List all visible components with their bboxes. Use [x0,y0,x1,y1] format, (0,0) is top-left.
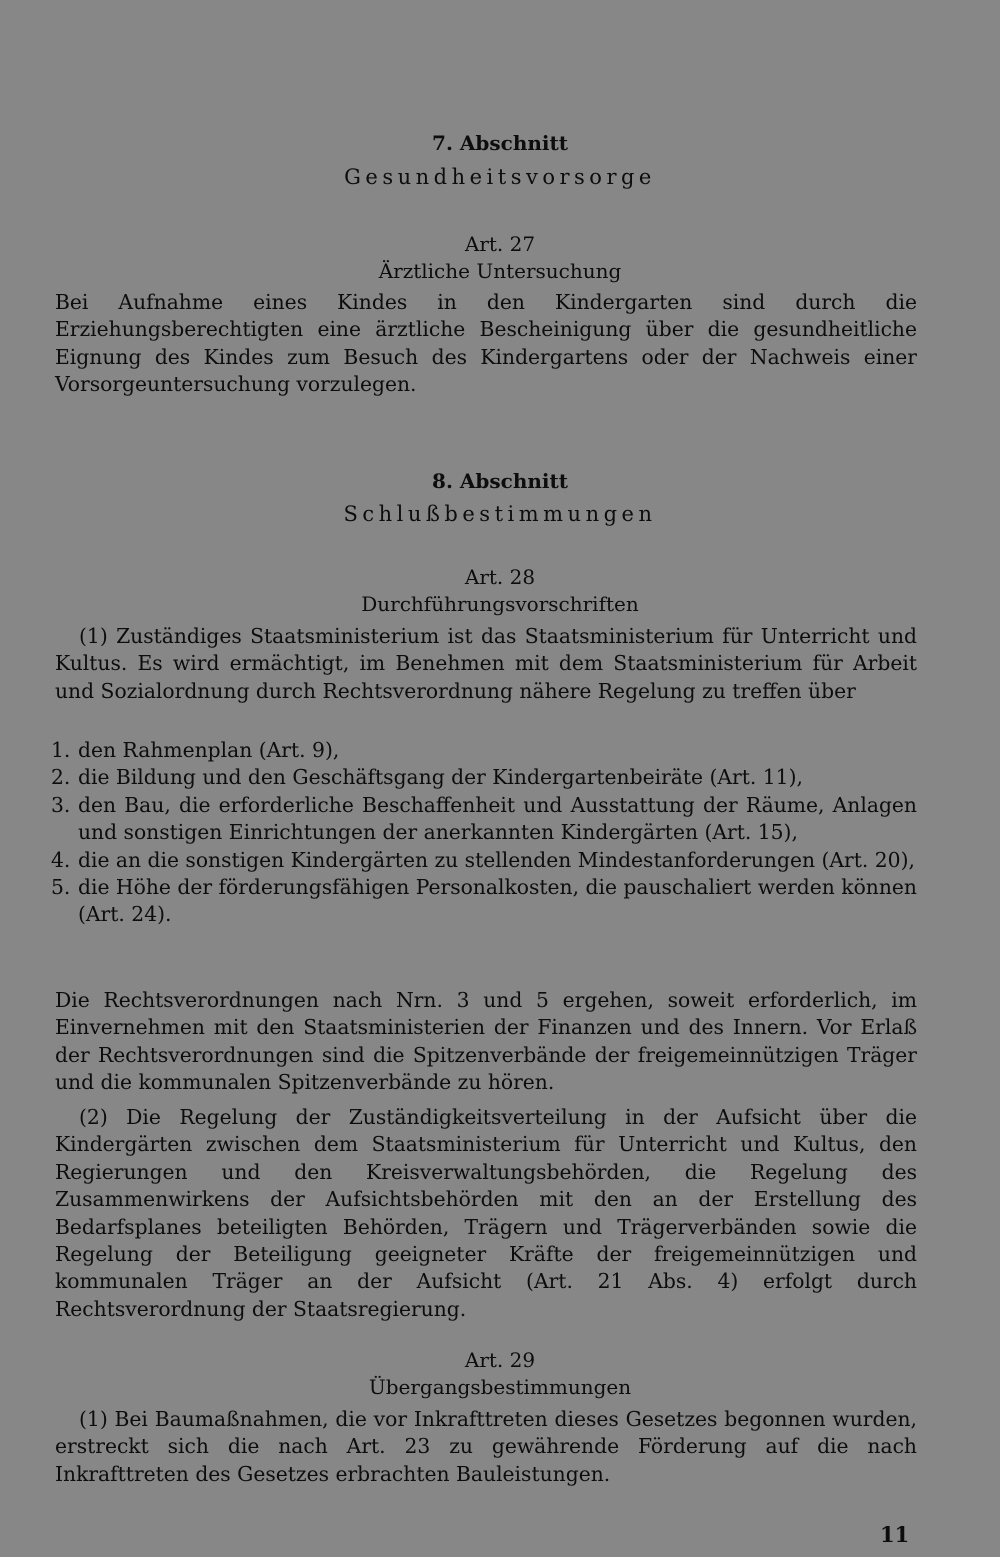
section-8-number: 8. Abschnitt [432,469,568,493]
section-8-title: Schlußbestimmungen [343,502,657,526]
section-7-number: 7. Abschnitt [432,131,568,155]
list-item: 1. den Rahmenplan (Art. 9), [51,738,340,762]
article-28-title: Durchführungsvorschriften [361,592,639,616]
article-27-number: Art. 27 [464,232,536,256]
list-item: 5. die Höhe der förderungsfähigen Personalkosten, die pauschaliert werden können (Art. 24). [51,875,917,927]
section-7-title: Gesundheitsvorsorge [344,165,656,189]
article-28-paragraph-2: (2) Die Regelung der Zuständigkeitsverteilung in der Aufsicht über die Kindergärten zwischen dem Staatsministerium für Unterricht und Kultus, den Regierungen und den Kreisverwaltungsbehörden, die Regelung des Zusammenwirkens der Aufsichtsbehörden mit den an der Erstellung des Bedarfsplanes beteiligten Behörden, Trägern und Trägerverbänden sowie die Regelung der Beteiligung geeigneter Kräfte der freigemeinnützigen und kommunalen Träger an der Aufsicht (Art. 21 Abs. 4) erfolgt durch Rechtsverordnung der Staatsregierung. [55,1105,917,1321]
article-27-title: Ärztliche Untersuchung [378,259,622,283]
article-28-list [51,737,917,929]
list-item: 3. den Bau, die erforderliche Beschaffenheit und Ausstattung der Räume, Anlagen und sonstigen Einrichtungen der anerkannten Kindergärten (Art. 15), [51,792,917,845]
article-28-number: Art. 28 [464,565,536,589]
article-29-paragraph-1: (1) Bei Baumaßnahmen, die vor Inkrafttreten dieses Gesetzes begonnen wurden, erstreckt sich die nach Art. 23 zu gewährende Förderung auf die nach Inkrafttreten des Gesetzes erbrachten Bauleistungen. [55,1407,917,1486]
article-29-number: Art. 29 [464,1348,536,1372]
article-29-title: Übergangsbestimmungen [368,1375,632,1399]
list-item: 2. die Bildung und den Geschäftsgang der Kindergartenbeiräte (Art. 11), [51,765,803,790]
list-item: 4. die an die sonstigen Kindergärten zu stellenden Mindestanforderungen (Art. 20), [51,847,915,872]
article-28-paragraph-1: (1) Zuständiges Staatsministerium ist das Staatsministerium für Unterricht und Kultus. Es wird ermächtigt, im Benehmen mit dem Staatsministerium für Arbeit und Sozialordnung durch Rechtsverordnung nähere Regelung zu treffen über [55,624,917,703]
page-number: 11 [880,1522,910,1547]
article-27-text: Bei Aufnahme eines Kindes in den Kindergarten sind durch die Erziehungsberechtigten eine ärztliche Bescheinigung über die gesundheitliche Eignung des Kindes zum Besuch des Kindergartens oder der Nachweis einer Vorsorgeuntersuchung vorzulegen. [55,290,917,397]
article-28-after-list: Die Rechtsverordnungen nach Nrn. 3 und 5 ergehen, soweit erforderlich, im Einvernehmen mit den Staatsministerien der Finanzen und des Innern. Vor Erlaß der Rechtsverordnungen sind die Spitzenverbände der freigemeinnützigen Träger und die kommunalen Spitzenverbände zu hören. [55,988,917,1095]
